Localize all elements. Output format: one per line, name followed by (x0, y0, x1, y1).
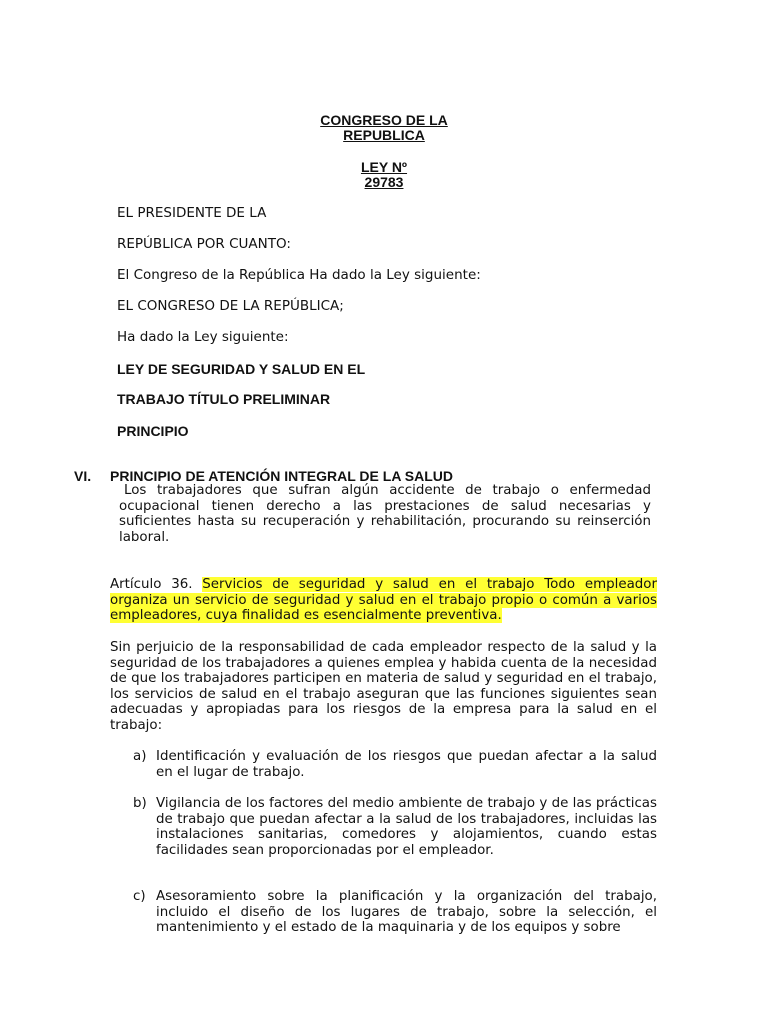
article-body: Sin perjuicio de la responsabilidad de cada empleador respecto de la salud y la seguridad de los trabajadores a quienes emplea y habida cuenta de la necesidad de que los trabajadores participen en materia de salud y seguridad en el trabajo, los servicios de salud en el trabajo aseguran que las funciones siguientes sean adecuadas y apropiadas para los riesgos de la empresa para la salud en el trabajo: (110, 640, 657, 733)
list-item-text: Vigilancia de los factores del medio ambiente de trabajo y de las prácticas de trabajo que puedan afectar a la salud de los trabajadores, incluidas las instalaciones sanitarias, comedores y alojamientos, cuando estas facilidades sean proporcionadas por el empleador. (156, 796, 657, 858)
article-label: Artículo 36. (110, 577, 193, 592)
preamble-line-1: EL PRESIDENTE DE LA (117, 205, 267, 221)
list-item-text: Identificación y evaluación de los riesgos que puedan afectar a la salud en el lugar de trabajo. (156, 749, 657, 780)
list-item (133, 749, 657, 780)
law-number-line2: 29783 (364, 174, 404, 190)
principle-heading: PRINCIPIO DE ATENCIÓN INTEGRAL DE LA SALUD (110, 468, 454, 484)
congress-title-line1: CONGRESO DE LA (320, 112, 448, 128)
law-title-line-3: PRINCIPIO (117, 423, 189, 439)
article-36-paragraph (110, 577, 657, 624)
principle-text: Los trabajadores que sufran algún accidente de trabajo o enfermedad ocupacional tienen derecho a las prestaciones de salud necesarias y suficientes hasta su recuperación y rehabilitación, procurando su reinserción laboral. (119, 483, 651, 545)
congress-title-line2: REPUBLICA (343, 127, 425, 143)
preamble-line-3: El Congreso de la República Ha dado la Ley siguiente: (117, 267, 481, 283)
list-marker: c) (133, 889, 146, 904)
law-title-line-1: LEY DE SEGURIDAD Y SALUD EN EL (117, 361, 366, 377)
preamble-line-5: Ha dado la Ley siguiente: (117, 329, 289, 345)
list-item (133, 796, 657, 858)
preamble-line-4: EL CONGRESO DE LA REPÚBLICA; (117, 298, 344, 314)
law-title-line-2: TRABAJO TÍTULO PRELIMINAR (117, 391, 331, 407)
list-item (133, 889, 657, 936)
list-item-text: Asesoramiento sobre la planificación y la organización del trabajo, incluido el diseño de los lugares de trabajo, sobre la selección, el mantenimiento y el estado de la maquinaria y de los equipos y sobre (156, 889, 657, 936)
principle-number: VI. (74, 468, 92, 484)
preamble-line-2: REPÚBLICA POR CUANTO: (117, 236, 291, 252)
list-marker: b) (133, 796, 147, 811)
law-number-line1: LEY Nº (360, 159, 408, 175)
article-highlighted-text: Servicios de seguridad y salud en el trabajo Todo empleador organiza un servicio de seguridad y salud en el trabajo propio o común a varios empleadores, cuya finalidad es esencialmente preventiva. (110, 577, 657, 624)
list-marker: a) (133, 749, 147, 764)
